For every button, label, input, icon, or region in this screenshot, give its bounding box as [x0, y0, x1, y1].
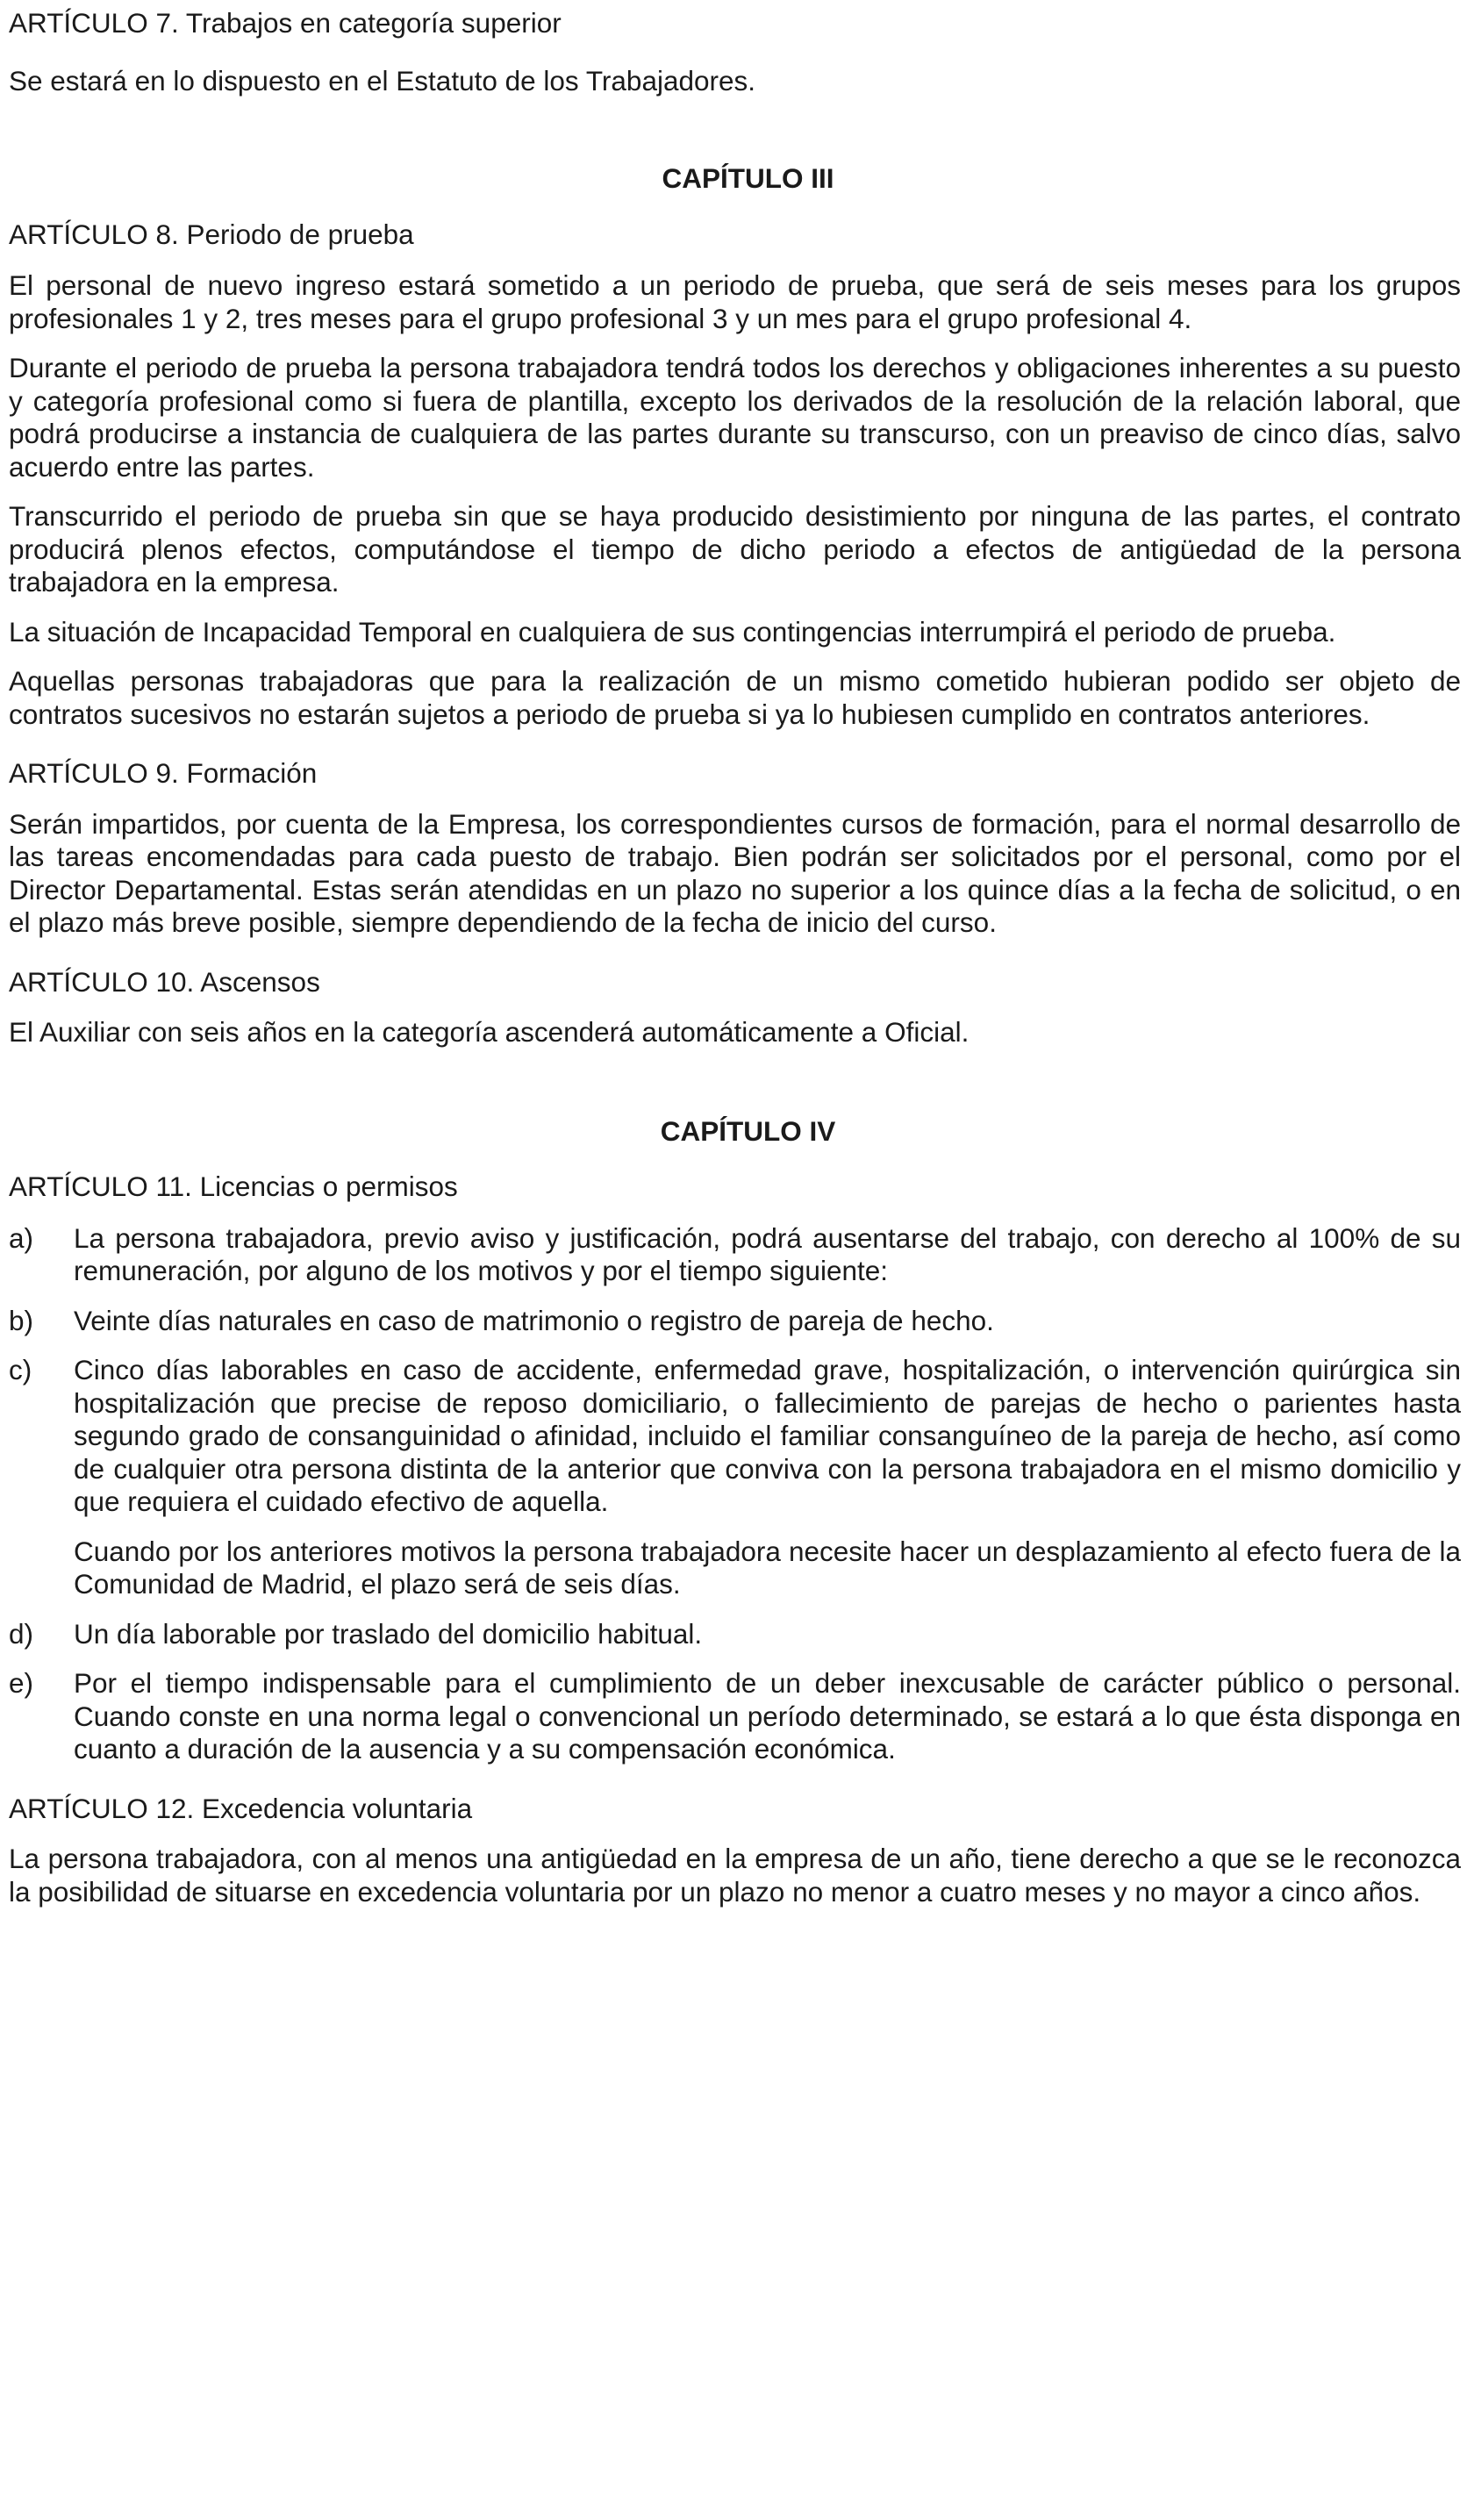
list-item-d: [9, 1618, 1461, 1651]
article-7-paragraph-1: Se estará en lo dispuesto en el Estatuto de los Trabajadores.: [9, 64, 756, 97]
list-label-b: b): [9, 1304, 34, 1336]
list-text-b: Veinte días naturales en caso de matrimonio o registro de pareja de hecho.: [74, 1304, 994, 1336]
list-label-e: e): [9, 1667, 34, 1699]
list-text-a: La persona trabajadora, previo aviso y justificación, podrá ausentarse del trabajo, con derecho al 100% de su remuneración, por alguno de los motivos y por el tiempo siguiente:: [74, 1221, 1461, 1286]
list-text-d: Un día laborable por traslado del domicilio habitual.: [74, 1617, 703, 1650]
document-page: [9, 7, 1461, 1908]
article-8-heading: ARTÍCULO 8. Periodo de prueba: [9, 218, 414, 250]
article-8-paragraph-4: La situación de Incapacidad Temporal en cualquiera de sus contingencias interrumpirá el periodo de prueba.: [9, 615, 1336, 648]
chapter-4-title: CAPÍTULO IV: [660, 1114, 836, 1147]
list-item-b: [9, 1305, 1461, 1338]
list-item-c: [9, 1354, 1461, 1519]
article-8-paragraph-5: Aquellas personas trabajadoras que para la realización de un mismo cometido hubieran podido ser objeto de contratos sucesivos no estarán sujetos a periodo de prueba si ya lo hubiesen cumplido en contratos anteriores.: [9, 665, 1461, 730]
article-8-paragraph-1: El personal de nuevo ingreso estará sometido a un periodo de prueba, que será de seis meses para los grupos profesionales 1 y 2, tres meses para el grupo profesional 3 y un mes para el grupo profesional 4.: [9, 269, 1461, 334]
list-text-e: Por el tiempo indispensable para el cumplimiento de un deber inexcusable de carácter público o personal. Cuando conste en una norma legal o convencional un período determinado, se estará a lo que ésta disponga en cuanto a duración de la ausencia y a su compensación económica.: [74, 1667, 1461, 1765]
article-7-heading: ARTÍCULO 7. Trabajos en categoría superior: [9, 7, 562, 39]
chapter-3-title: CAPÍTULO III: [662, 162, 834, 194]
article-12-paragraph-1: La persona trabajadora, con al menos una antigüedad en la empresa de un año, tiene derecho a que se le reconozca la posibilidad de situarse en excedencia voluntaria por un plazo no menor a cuatro meses y no mayor a cinco años.: [9, 1843, 1461, 1908]
article-10-heading: ARTÍCULO 10. Ascensos: [9, 965, 320, 998]
list-item-c-extra: Cuando por los anteriores motivos la persona trabajadora necesite hacer un desplazamiento al efecto fuera de la Comunidad de Madrid, el plazo será de seis días.: [74, 1535, 1461, 1600]
article-9-paragraph-1: Serán impartidos, por cuenta de la Empresa, los correspondientes cursos de formación, para el normal desarrollo de las tareas encomendadas para cada puesto de trabajo. Bien podrán ser solicitados por el personal, como por el Director Departamental. Estas serán atendidas en un plazo no superior a los quince días a la fecha de solicitud, o en el plazo más breve posible, siempre dependiendo de la fecha de inicio del curso.: [9, 807, 1461, 938]
list-label-d: d): [9, 1617, 34, 1650]
list-label-a: a): [9, 1221, 34, 1254]
list-item-a: [9, 1222, 1461, 1288]
list-label-c: c): [9, 1354, 32, 1385]
article-12-heading: ARTÍCULO 12. Excedencia voluntaria: [9, 1792, 473, 1824]
article-9-heading: ARTÍCULO 9. Formación: [9, 757, 318, 789]
article-11-heading: ARTÍCULO 11. Licencias o permisos: [9, 1171, 458, 1202]
article-8-paragraph-2: Durante el periodo de prueba la persona trabajadora tendrá todos los derechos y obligaciones inherentes a su puesto y categoría profesional como si fuera de plantilla, excepto los derivados de la resolución de la relación laboral, que podrá producirse a instancia de cualquiera de las partes durante su transcurso, con un preaviso de cinco días, salvo acuerdo entre las partes.: [9, 352, 1461, 483]
article-8-paragraph-3: Transcurrido el periodo de prueba sin que se haya producido desistimiento por ninguna de las partes, el contrato producirá plenos efectos, computándose el tiempo de dicho periodo a efectos de antigüedad de la persona trabajadora en la empresa.: [9, 500, 1461, 598]
article-10-paragraph-1: El Auxiliar con seis años en la categoría ascenderá automáticamente a Oficial.: [9, 1016, 970, 1048]
list-text-c: Cinco días laborables en caso de accidente, enfermedad grave, hospitalización, o intervención quirúrgica sin hospitalización que precise de reposo domiciliario, o fallecimiento de parejas de hecho o parientes hasta segundo grado de consanguinidad o afinidad, incluido el familiar consanguíneo de la pareja de hecho, así como de cualquier otra persona distinta de la anterior que conviva con la persona trabajadora en el mismo domicilio y que requiera el cuidado efectivo de aquella.: [74, 1354, 1461, 1517]
list-item-e: [9, 1667, 1461, 1766]
